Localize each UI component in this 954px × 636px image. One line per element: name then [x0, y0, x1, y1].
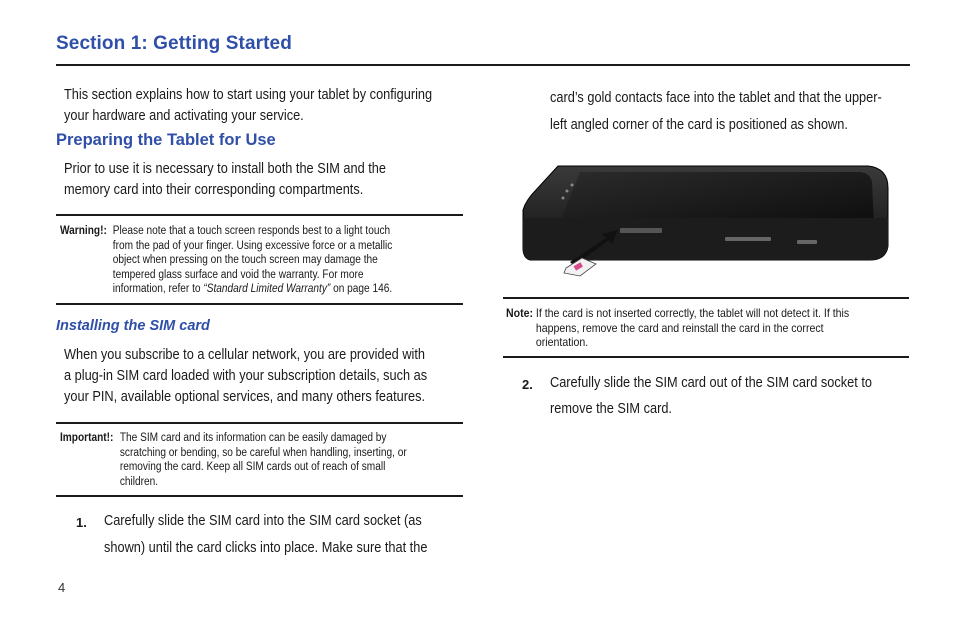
intro-paragraph [64, 85, 469, 127]
important-bottom-rule [56, 495, 463, 497]
note-line: happens, remove the card and reinstall the card in the correct [535, 320, 824, 335]
side-port [725, 237, 771, 241]
note-bottom-rule [503, 356, 909, 358]
page-number: 4 [58, 580, 66, 595]
prior-line: Prior to use it is necessary to install both the SIM and the [64, 161, 386, 177]
note-label: Note: [506, 306, 533, 320]
subscribe-line: your PIN, available optional services, and many others features. [64, 389, 426, 405]
step-1-line: Carefully slide the SIM card into the SIM card socket (as [104, 513, 422, 529]
intro-line: your hardware and activating your service. [64, 108, 304, 124]
important-line: removing the card. Keep all SIM cards out of reach of small [119, 461, 386, 473]
important-line: children. [119, 475, 159, 488]
tablet-screen [558, 172, 874, 226]
correct-insertion-note [506, 306, 906, 350]
subscribe-line: a plug-in SIM card loaded with your subscription details, such as [64, 368, 428, 384]
continuation-line: card’s gold contacts face into the tablet and that the upper- [550, 90, 882, 106]
subscribe-paragraph [64, 345, 469, 408]
step-2-number: 2. [522, 377, 533, 392]
warning-line: from the pad of your finger. Using excessive force or a metallic [112, 239, 393, 252]
important-top-rule [56, 422, 463, 424]
note-top-rule [503, 297, 909, 299]
sim-slot [620, 228, 662, 233]
step-2-line: Carefully slide the SIM card out of the SIM card socket to [550, 375, 872, 391]
warranty-reference-link[interactable]: “Standard Limited Warranty” [203, 283, 331, 295]
warning-note [60, 224, 465, 297]
prior-paragraph [64, 159, 469, 201]
warning-bottom-rule [56, 303, 463, 305]
note-line: If the card is not inserted correctly, the tablet will not detect it. If this [535, 306, 850, 320]
intro-line: This section explains how to start using your tablet by configuring [64, 87, 433, 103]
note-line: orientation. [535, 335, 589, 349]
prior-line: memory card into their corresponding compartments. [64, 182, 364, 198]
step-1-number: 1. [76, 515, 87, 530]
warning-label: Warning!: [60, 225, 107, 237]
warning-line: object when pressing on the touch screen may damage the [112, 254, 378, 266]
side-port [797, 240, 817, 244]
important-line: scratching or bending, so be careful when handling, inserting, or [119, 446, 407, 459]
warning-line: information, refer to “Standard Limited Warranty” on page 146. [112, 283, 393, 295]
step-1-line: shown) until the card clicks into place. Make sure that the [104, 540, 428, 556]
important-note [60, 431, 465, 489]
sim-heading: Installing the SIM card [56, 318, 210, 334]
warning-line: Please note that a touch screen responds best to a light touch [112, 225, 391, 237]
step-2-line: remove the SIM card. [550, 401, 672, 417]
important-line: The SIM card and its information can be easily damaged by [119, 432, 387, 444]
continuation-line: left angled corner of the card is positioned as shown. [550, 117, 848, 133]
important-label: Important!: [60, 432, 114, 444]
tablet-sim-illustration [520, 158, 895, 280]
warning-top-rule [56, 214, 463, 216]
subscribe-line: When you subscribe to a cellular network, you are provided with [64, 347, 426, 363]
title-divider [56, 64, 910, 66]
warning-line: tempered glass surface and void the warranty. For more [112, 268, 364, 281]
page-title: Section 1: Getting Started [56, 33, 292, 54]
preparing-heading: Preparing the Tablet for Use [56, 131, 276, 149]
step-2 [550, 370, 906, 422]
step-1-continuation [550, 85, 915, 139]
step-1 [104, 508, 474, 562]
